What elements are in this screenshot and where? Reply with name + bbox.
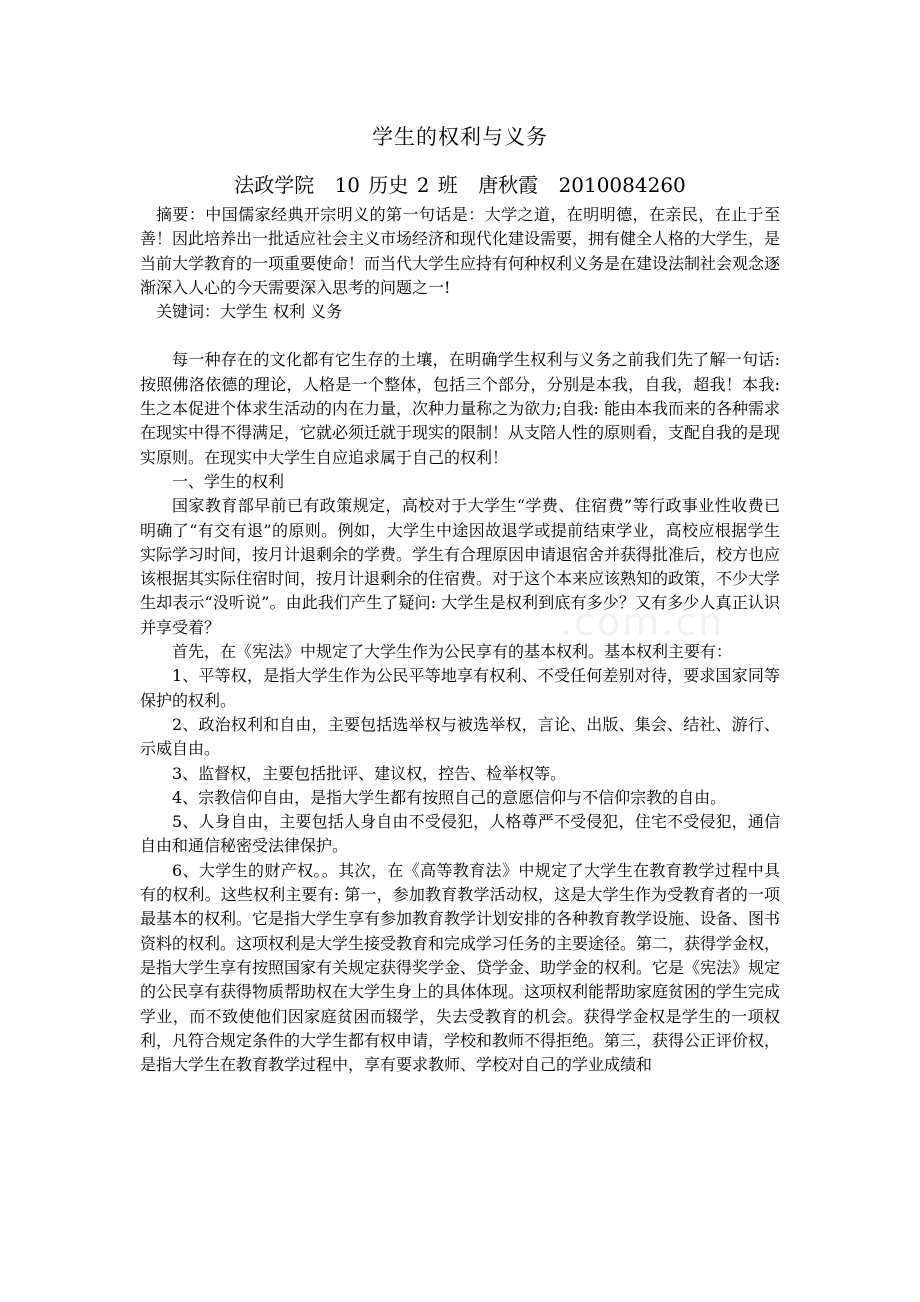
paragraph: 国家教育部早前已有政策规定，高校对于大学生“学费、住宿费”等行政事业性收费已明确了“有交有退”的原则。例如，大学生中途因故退学或提前结束学业，高校应根据学生实际学习时间，按月计退剩余的学费。学生有合理原因申请退宿舍并获得批准后，校方也应该根据其实际住宿时间，按月计退剩余的住宿费。对于这个本来应该熟知的政策，不少大学生却表示“没听说”。由此我们产生了疑问: 大学生是权利到底有多少？又有多少人真正认识并享受着？ <box>140 496 781 637</box>
list-item: 6、大学生的财产权。。其次，在《高等教育法》中规定了大学生在教育教学过程中具有的权利。这些权利主要有: 第一，参加教育教学活动权，这是大学生作为受教育者的一项最基本的权利。它是指大学生享有参加教育教学计划安排的各种教育教学设施、设备、图书资料的权利。这项权利是大学生接受教育和完成学习任务的主要途径。第二，获得学金权，是指大学生享有按照国家有关规定获得奖学金、贷学金、助学金的权利。它是《宪法》规定的公民享有获得物质帮助权在大学生身上的具体体现。这项权利能帮助家庭贫困的学生完成学业，而不致使他们因家庭贫困而辍学，失去受教育的机会。获得学金权是学生的一项权利，凡符合规定条件的大学生都有权申请，学校和教师不得拒绝。第三，获得公正评价权，是指大学生在教育教学过程中，享有要求教师、学校对自己的学业成绩和 <box>140 860 781 1075</box>
main-text <box>140 348 780 1077</box>
list-item: 5、人身自由，主要包括人身自由不受侵犯，人格尊严不受侵犯，住宅不受侵犯，通信自由和通信秘密受法律保护。 <box>140 812 780 856</box>
author-student-id: 2010084260 <box>558 173 686 197</box>
paragraph: 首先，在《宪法》中规定了大学生作为公民享有的基本权利。基本权利主要有： <box>172 642 733 662</box>
section-heading: 一、学生的权利 <box>172 471 285 491</box>
abstract-text: 摘要：中国儒家经典开宗明义的第一句话是：大学之道，在明明德，在亲民，在止于至善！因此培养出一批适应社会主义市场经济和现代化建设需要，拥有健全人格的大学生，是当前大学教育的一项重要使命！而当代大学生应持有何种权利义务是在建设法制社会观念逐渐深入人心的今天需要深入思考的问题之一! <box>140 205 781 297</box>
author-line <box>0 171 920 199</box>
abstract-section <box>140 203 780 300</box>
author-college: 法政学院 <box>234 173 315 197</box>
document-body <box>140 203 780 1077</box>
list-item: 2、政治权利和自由，主要包括选举权与被选举权，言论、出版、集会、结社、游行、示威自由。 <box>140 714 780 759</box>
author-class: 10 历史 2 班 <box>334 173 458 197</box>
document-title: 学生的权利与义务 <box>372 125 548 149</box>
list-item: 1、平等权，是指大学生作为公民平等地享有权利、不受任何差别对待，要求国家同等保护的权利。 <box>140 666 780 710</box>
paragraph-gap <box>140 324 780 348</box>
list-item: 4、宗教信仰自由，是指大学生都有按照自己的意愿信仰与不信仰宗教的自由。 <box>172 787 727 807</box>
faint-watermark: .com.cn <box>560 600 725 644</box>
keywords-text: 关键词：大学生 权利 义务 <box>156 302 343 322</box>
list-item: 3、监督权，主要包括批评、建议权，控告、检举权等。 <box>172 763 567 783</box>
paragraph-intro: 每一种存在的文化都有它生存的土壤，在明确学生权利与义务之前我们先了解一句话: 按照佛洛依德的理论，人格是一个整体，包括三个部分，分别是本我，自我，超我！本我: 生之本促进个体求生活动的内在力量，次种力量称之为欲力;自我: 能由本我而来的各种需求在现实中得不得满足，它就必须迁就于现实的限制！从支陪人性的原则看，支配自我的是现实原则。在现实中大学生自应追求属于自己的权利！ <box>140 350 781 467</box>
author-name: 唐秋霞 <box>478 173 539 197</box>
